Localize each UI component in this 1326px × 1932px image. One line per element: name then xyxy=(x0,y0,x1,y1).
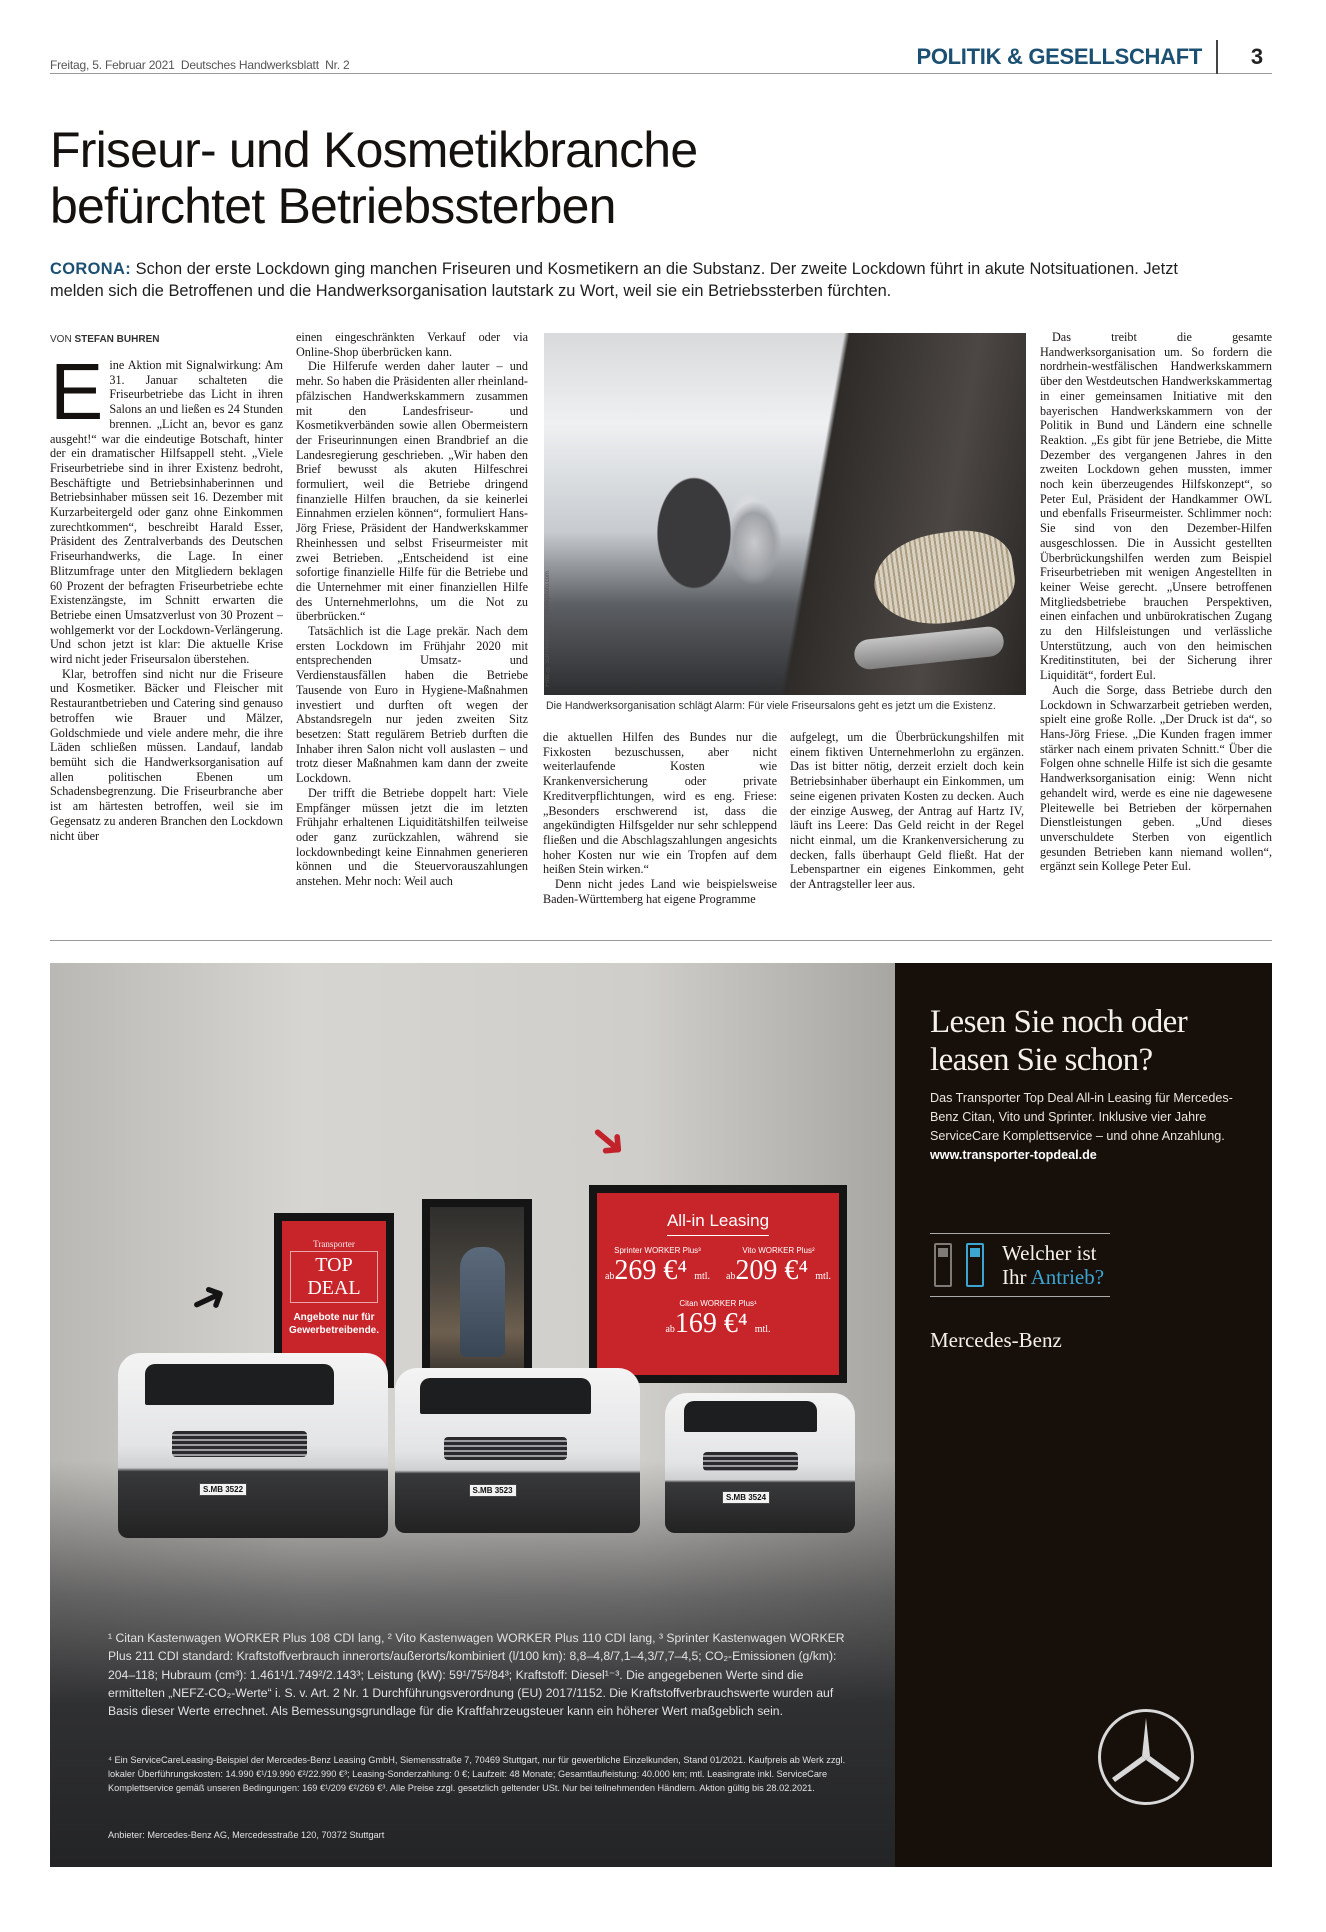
paragraph: Denn nicht jedes Land wie beispielsweise Baden-Württemberg hat eigene Programme xyxy=(543,877,777,906)
ad-headline: Lesen Sie noch oder leasen Sie schon? xyxy=(930,1004,1188,1078)
van-citan xyxy=(665,1393,855,1533)
license-plate: S.MB 3523 xyxy=(469,1484,517,1497)
offer-sprinter: Sprinter WORKER Plus³ ab269 €⁴ mtl. xyxy=(604,1246,711,1286)
paragraph: Auch die Sorge, dass Betriebe durch den Lockdown in Schwarzarbeit getrieben werden, spielt eine große Rolle. „Der Druck ist da“, so Hans-Jörg Friese. „Die Kunden fragen immer stärker nach einem privaten Schnitt.“ Über die Folgen ohne schnelle Hilfe ist sich die gesamte Handwerksorganisation einig: Wenn nicht gehandelt wird, werde es eine nie dagewesene Pleitewelle bei Betrieben der körpernahen Dienstleistungen geben. „Und dieses unverschuldete Sterben von eigentlich gesunden Betrieben kann niemand wollen“, ergänzt sein Kollege Peter Eul. xyxy=(1040,682,1272,874)
salon-photo xyxy=(544,333,1026,695)
ad-scene xyxy=(50,963,895,1867)
poster-craftsman-photo xyxy=(422,1199,532,1394)
paragraph: Tatsächlich ist die Lage prekär. Nach dem ersten Lockdown im Frühjahr 2020 mit entsprechenden Umsatz- und Verdienstausfällen haben die Betriebe Tausende von Euro in Hygiene-Maßnahmen investiert und durften oft wegen der Abstandsregeln nur jeden zweiten Sitz besetzen: Statt regulärem Betrieb durften die Inhaber ihren Salon nicht voll auslasten – und trotz dieser Maßnahmen kam dann der zweite Lockdown. xyxy=(296,624,528,786)
photo-caption: Die Handwerksorganisation schlägt Alarm: Für viele Friseursalons geht es jetzt um die Existenz. xyxy=(546,700,996,712)
section-title: POLITIK & GESELLSCHAFT xyxy=(916,44,1202,69)
article-lead xyxy=(50,258,1230,302)
paragraph: Der trifft die Betriebe doppelt hart: Viele Empfänger müssen jetzt die im letzten Frühjahr erhaltenen Liquiditätshilfen teilweise oder ganz zurückzahlen, während sie lockdownbedingt keine Einnahmen generieren können und die Steuervorauszahlungen anstehen. Mehr noch: Weil auch xyxy=(296,785,528,889)
license-plate: S.MB 3522 xyxy=(199,1483,247,1496)
article-column-2 xyxy=(296,330,528,889)
issue-meta: Freitag, 5. Februar 2021 Deutsches Handwerksblatt Nr. 2 xyxy=(50,58,350,72)
mercedes-star-logo-icon xyxy=(1098,1709,1194,1805)
ev-charger-icon xyxy=(966,1243,984,1287)
poster-leasing: All-in Leasing Sprinter WORKER Plus³ ab269 €⁴ mtl. Vito WORKER Plus² ab209 €⁴ mtl. Citan WORKER Plus¹ ab169 €⁴ mtl. xyxy=(589,1185,847,1383)
lead-text: Schon der erste Lockdown ging manchen Friseuren und Kosmetikern an die Substanz. Der zweite Lockdown führt in akute Notsituationen. Jetzt melden sich die Betroffenen und die Handwerksorganisation lautstark zu Wort, weil sie ein Betriebssterben fürchten. xyxy=(50,260,1178,300)
byline: VON STEFAN BUHREN xyxy=(50,334,160,345)
page-header xyxy=(50,40,1272,74)
van-sprinter xyxy=(118,1353,388,1538)
ad-url-link[interactable]: www.transporter-topdeal.de xyxy=(930,1148,1097,1162)
article-column-5 xyxy=(1040,330,1272,874)
paragraph: Klar, betroffen sind nicht nur die Friseure und Kosmetiker. Bäcker und Fleischer mit Restaurantbetrieben und Catering sind genauso betroffen wie Brauer und Mälzer, Goldschmiede und viele andere mehr, die ihre Läden schließen müssen. Landauf, landab bemüht sich die Handwerksorganisation auf allen politischen Ebenen um Schadensbegrenzung. Die Friseurbranche aber ist am härtesten betroffen, weil sie im Gegensatz zu anderen Branchen den Lockdown nicht über xyxy=(50,666,283,843)
scissors-image xyxy=(853,625,1005,671)
drive-type-badge: Welcher ist Ihr Antrieb? xyxy=(930,1233,1110,1297)
offer-vito: Vito WORKER Plus² ab209 €⁴ mtl. xyxy=(725,1246,832,1286)
poster-topdeal: Transporter TOP DEAL Angebote nur für Gewerbetreibende. xyxy=(274,1213,394,1388)
license-plate: S.MB 3524 xyxy=(722,1491,770,1504)
craftsman-figure xyxy=(460,1247,505,1357)
mercedes-advertisement[interactable] xyxy=(50,963,1272,1867)
fuel-pump-icon xyxy=(934,1243,952,1287)
paragraph: aufgelegt, um die Überbrückungshilfen mit einem fiktiven Unternehmerlohn zu ergänzen. Das ist bitter nötig, derzeit erzielt doch kein Betriebsinhaber überhaupt ein Einkommen, um seine eigenen privaten Kosten zu decken. Auch der einzige Ausweg, der Antrag auf Hartz IV, läuft ins Leere: Das Geld reicht in der Regel nicht einmal, um die Krankenversicherung zu decken, falls überhaupt Geld fließt. Hat der Lebenspartner ein eigenes Einkommen, geht der Antragsteller leer aus. xyxy=(790,730,1024,892)
offer-citan: Citan WORKER Plus¹ ab169 €⁴ mtl. xyxy=(665,1299,771,1339)
page-number: 3 xyxy=(1250,44,1264,69)
paragraph: einen eingeschränkten Verkauf oder via Online-Shop überbrücken kann. xyxy=(296,330,528,359)
ad-fineprint-emissions: ¹ Citan Kastenwagen WORKER Plus 108 CDI lang, ² Vito Kastenwagen WORKER Plus 110 CDI lang, ³ Sprinter Kastenwagen WORKER Plus 211 CDI standard: Kraftstoffverbrauch innerorts/außerorts/kombiniert (l/100 km): 8,8–4,8/7,1–4,3/7,7–4,5; CO₂-Emissionen (g/km): 204–118; Hubraum (cm³): 1.461¹/1.749²/2.143³; Leistung (kW): 59¹/75²/84³; Kraftstoff: Diesel¹⁻³. Die angegebenen Werte sind die ermittelten „NEFZ-CO₂-Werte“ i. S. v. Art. 2 Nr. 1 Durchführungsverordnung (EU) 2017/1152. Die Kraftstoffverbrauchswerte wurden auf Basis dieser Werte errechnet. Als Bemessungsgrundlage für die Kraftfahrzeugsteuer kann ein höherer Wert maßgeblich sein. xyxy=(108,1631,845,1719)
ad-body: Das Transporter Top Deal All-in Leasing für Mercedes-Benz Citan, Vito und Sprinter. Inklusive vier Jahre ServiceCare Komplettservice – und ohne Anzahlung. www.transporter-topdeal.de xyxy=(930,1091,1233,1162)
article-column-1 xyxy=(50,347,283,843)
paragraph: Das treibt die gesamte Handwerksorganisation um. So fordern die nordrhein-westfälischen Handwerkskammern über den Westdeutschen Handwerkskammertag in einer gemeinsamen Initiative mit den bayerischen Handwerkskammern von der Politik in Bund und Ländern eine schnelle Reaktion. „Es gibt für jene Betriebe, die Mitte Dezember des vergangenen Jahres in den zweiten Lockdown gehen mussten, immer noch kein überzeugendes Hilfskonzept“, so Peter Eul, Präsident der Handkammer OWL und ebenfalls Friseurmeister. Schlimmer noch: Sie sind von den Dezember-Hilfen ausgeschlossen. Die in Aussicht gestellten Überbrückungshilfen werden zum Beispiel Friseurbetrieben mit wenigen Angestellten in keiner Weise gerecht. „Unsere betroffenen Mitgliedsbetriebe brauchen Perspektiven, einen einfachen und unbürokratischen Zugang zu den Hilfsleistungen und verlässliche Unterstützung, auch von den heimischen Kreditinstituten, bei der Sicherung ihrer Liquidität“, fordert Eul. xyxy=(1040,330,1272,683)
lead-kicker: CORONA: xyxy=(50,260,132,278)
brand-wordmark: Mercedes-Benz xyxy=(930,1328,1062,1352)
paragraph: Die Hilferufe werden daher lauter – und mehr. So haben die Präsidenten aller rheinland-pfälzischen Handwerkskammern zusammen mit den Landesfriseur- und Kosmetikverbänden sowie allen Obermeistern der Friseurinnungen einen Brandbrief an die Landesregierung geschrieben. „Wir haben den Brief bewusst als akuten Hilfeschrei formuliert, weil die Betriebe dringend finanzielle Hilfen brauchen, da sie keinerlei Einnahmen erzielen können“, formuliert Hans-Jörg Friese, Präsident der Handwerkskammer Rheinhessen und selbst Friseurmeister mit zwei Betrieben. „Entscheidend ist eine sofortige finanzielle Hilfe für die Betriebe und die Unternehmer mit einer finanziellen Hilfe des Unternehmerlohns, um die Not zu überbrücken.“ xyxy=(296,359,528,624)
van-vito xyxy=(395,1368,640,1533)
header-divider xyxy=(1216,40,1218,74)
paragraph: ine Aktion mit Signalwirkung: Am 31. Januar schalteten die Friseurbetriebe das Licht in ihren Salons an und ließen es 24 Stunden brennen. „Licht an, bevor es ganz ausgeht!“ war die eindeutige Botschaft, hinter der ein dramatischer Hilfsappell steht. „Viele Friseurbetriebe sind in ihrer Existenz bedroht, Beschäftigte und Betriebsinhaberinnen und Betriebsinhaber müssen seit 16. Dezember mit Kurzarbeitergeld oder ganz ohne Einkommen zurechtkommen“, beschreibt Harald Esser, Präsident des Zentralverbands des Deutschen Friseurhandwerks, die Lage. In einer Blitzumfrage unter den Mitgliedern beklagen 60 Prozent der befragten Friseurbetriebe echte Existenzängste, im Schnitt erwarten die Betriebe einen Umsatzverlust von 30 Prozent – wohlgemerkt vor der Lockdown-Verlängerung. Und schon jetzt ist klar: Die aktuelle Krise wird nicht jeder Friseursalon überstehen. xyxy=(50,358,283,667)
arrow-icon: ➜ xyxy=(181,1268,236,1329)
arrow-icon: ➜ xyxy=(577,1108,641,1173)
hairbrush-image xyxy=(868,524,1019,633)
photo-credit: Foto: © SDI Productions / iStockphoto.com xyxy=(545,571,551,687)
article-column-3 xyxy=(543,730,777,906)
ad-fineprint-leasing: ⁴ Ein ServiceCareLeasing-Beispiel der Mercedes-Benz Leasing GmbH, Siemensstraße 7, 70469 Stuttgart, nur für gewerbliche Einzelkunden, Stand 01/2021. Kaufpreis ab Werk zzgl. lokaler Überführungskosten: 14.990 €¹/19.990 €²/22.990 €³; Leasing-Sonderzahlung: 0 €; Laufzeit: 48 Monate; Gesamtlaufleistung: 40.000 km; mtl. Leasingrate inkl. ServiceCare Komplettservice gemäß unseren Bedingungen: 169 €¹/209 €²/269 €³. Alle Preise zzgl. gesetzlich geltender USt. Nur bei teilnehmenden Händlern. Aktion gültig bis 28.02.2021. xyxy=(108,1755,846,1794)
ad-copy xyxy=(930,1003,1250,1352)
article-headline: Friseur- und Kosmetikbranche befürchtet Betriebssterben xyxy=(50,122,698,234)
paragraph: die aktuellen Hilfen des Bundes nur die Fixkosten bezuschussen, aber nicht weiterlaufende Kosten wie Krankenversicherung oder private Kreditverpflichtungen, wird es eng. Friese: „Besonders erschwerend ist, dass die angekündigten Hilfsgelder nur sehr schleppend fließen und die Abschlagszahlungen angesichts hoher Kosten nur wie ein Tropfen auf dem heißen Stein wirken.“ xyxy=(543,730,777,877)
section-divider xyxy=(50,940,1272,941)
ad-provider: Anbieter: Mercedes-Benz AG, Mercedesstraße 120, 70372 Stuttgart xyxy=(108,1830,385,1840)
article-column-4 xyxy=(790,730,1024,892)
dropcap: E xyxy=(50,347,104,436)
